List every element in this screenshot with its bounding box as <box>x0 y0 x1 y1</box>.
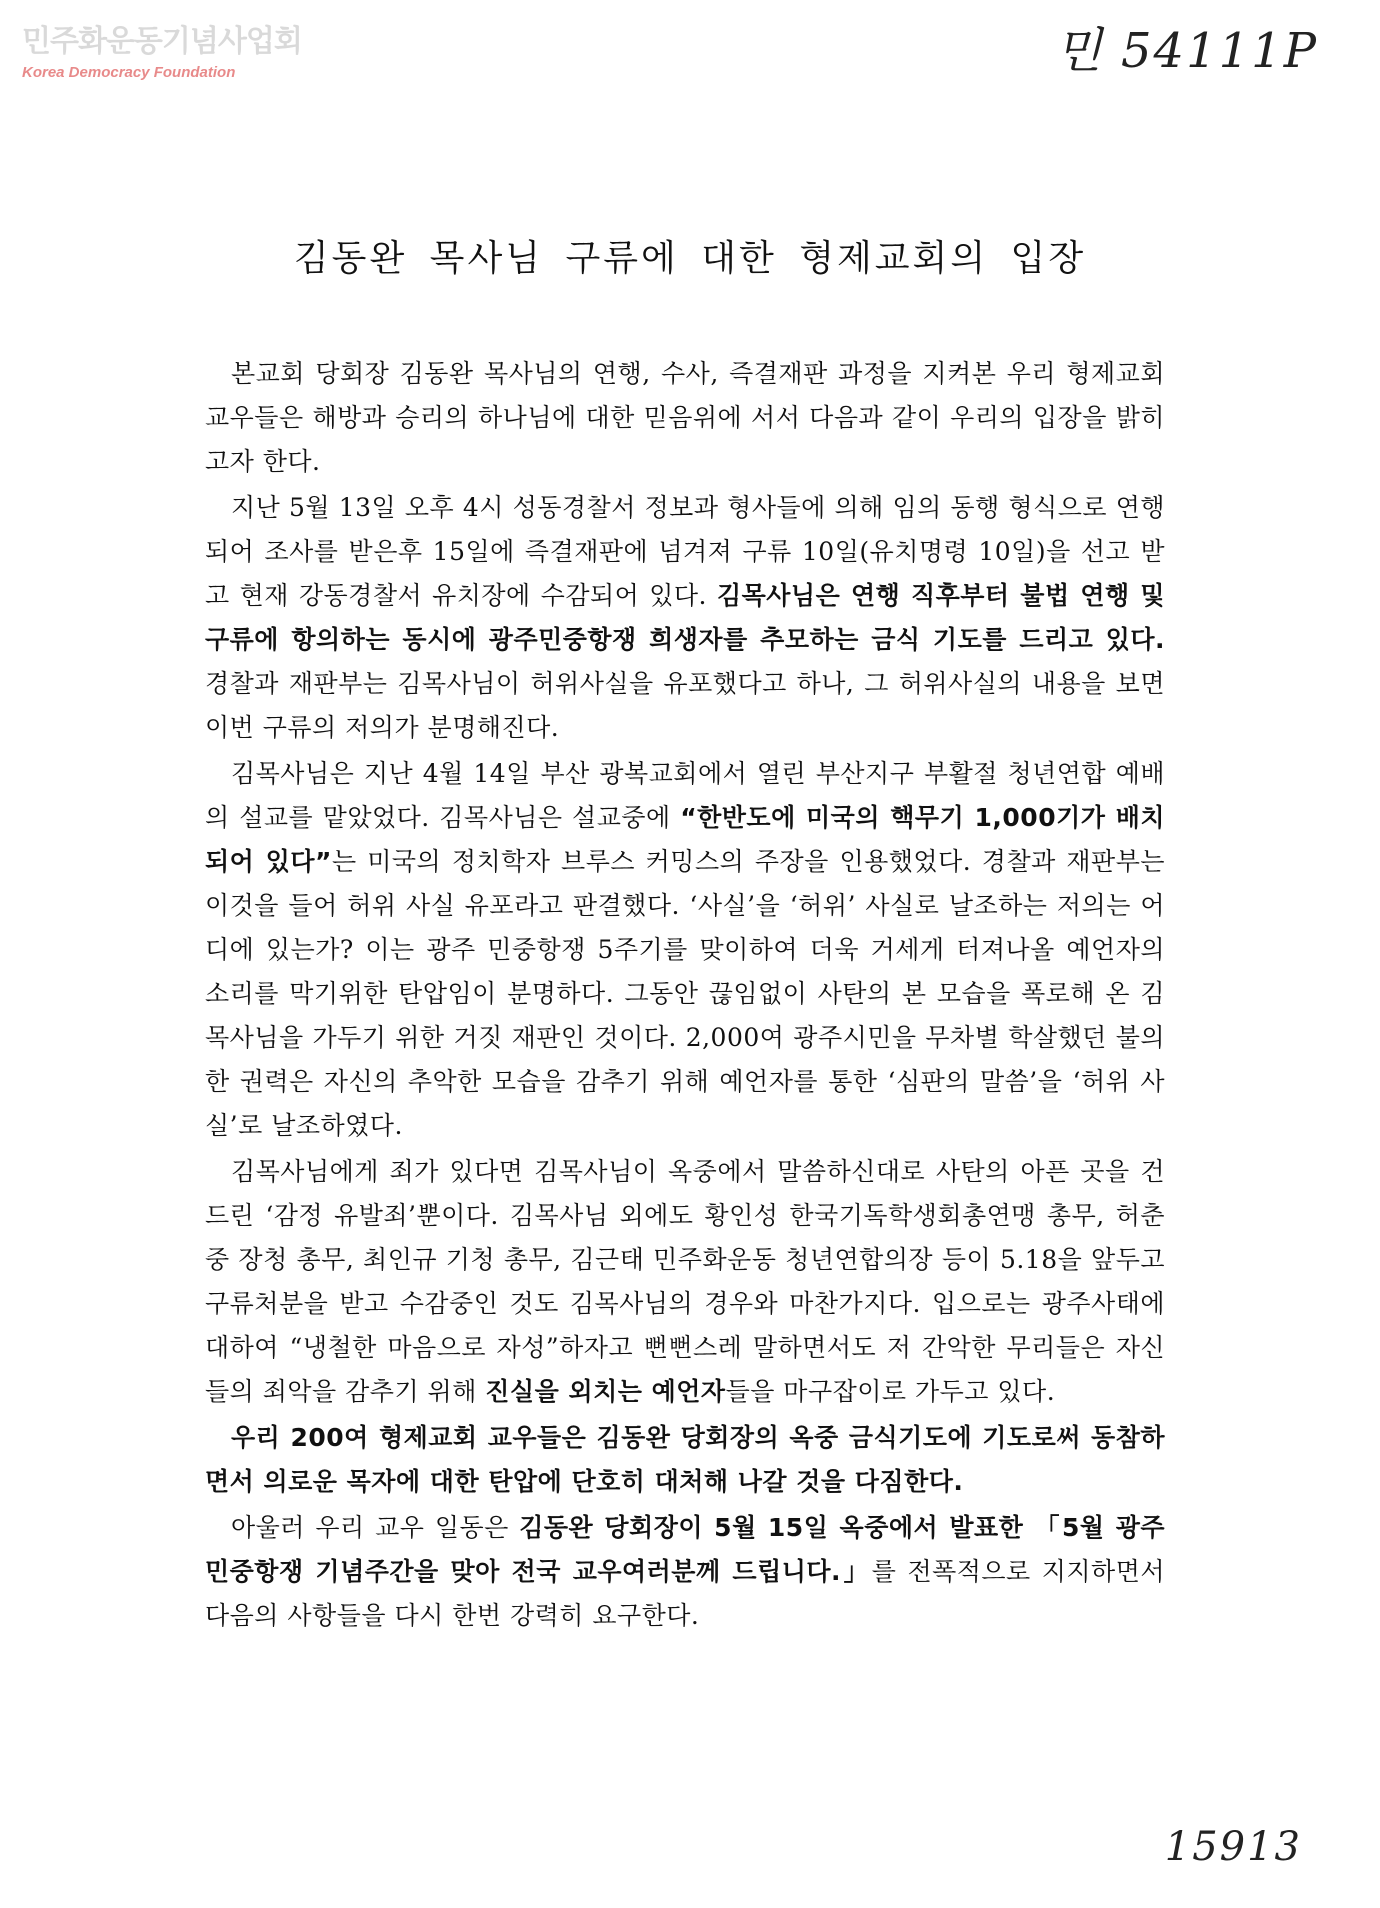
document-title: 김동완 목사님 구류에 대한 형제교회의 입장 <box>293 238 1087 279</box>
body-paragraph <box>205 1416 1165 1504</box>
body-paragraph <box>205 1150 1165 1414</box>
paragraph-text: 들을 마구잡이로 가두고 있다. <box>725 1377 1056 1406</box>
emphasized-text: 진실을 외치는 예언자 <box>485 1377 726 1406</box>
emphasized-text: “한반도에 미국의 핵무기 1,000기가 배치되어 있다” <box>205 803 1165 876</box>
document-body <box>205 352 1165 1640</box>
watermark-korean: 민주화운동기념사업회 <box>22 24 302 59</box>
paragraph-text: 는 미국의 정치학자 브루스 커밍스의 주장을 인용했었다. 경찰과 재판부는 이것을 들어 허위 사실 유포라고 판결했다. ‘사실’을 ‘허위’ 사실로 날조하는 저의는 어디에 있는가? 이는 광주 민중항쟁 5주기를 맞이하여 더욱 거세게 터져나올 예언자의 소리를 막기위한 탄압임이 분명하다. 그동안 끊임없이 사탄의 본 모습을 폭로해 온 김목사님을 가두기 위한 거짓 재판인 것이다. 2,000여 광주시민을 무차별 학살했던 불의한 권력은 자신의 추악한 모습을 감추기 위해 예언자를 통한 ‘심판의 말씀’을 ‘허위 사실’로 날조하였다. <box>205 847 1165 1140</box>
paragraph-text: 김목사님은 지난 4월 14일 부산 광복교회에서 열린 부산지구 부활절 청년연합 예배의 설교를 맡았었다. 김목사님은 설교중에 <box>205 759 1165 832</box>
body-paragraph <box>205 486 1165 750</box>
handwritten-archive-mark: 민 54111P <box>1055 23 1318 79</box>
paragraph-text: 지난 5월 13일 오후 4시 성동경찰서 정보과 형사들에 의해 임의 동행 형식으로 연행되어 조사를 받은후 15일에 즉결재판에 넘겨져 구류 10일(유치명령 10일)을 선고 받고 현재 강동경찰서 유치장에 수감되어 있다. <box>205 493 1165 610</box>
watermark-english: Korea Democracy Foundation <box>22 64 236 81</box>
watermark <box>22 22 302 82</box>
emphasized-text: 우리 200여 형제교회 교우들은 김동완 당회장의 옥중 금식기도에 기도로써 동참하면서 의로운 목자에 대한 탄압에 단호히 대처해 나갈 것을 다짐한다. <box>205 1423 1165 1496</box>
emphasized-text: 김동완 당회장이 5월 15일 옥중에서 발표한 「5월 광주민중항쟁 기념주간을 맞아 전국 교우여러분께 드립니다.」 <box>205 1513 1166 1586</box>
body-paragraph <box>205 352 1165 484</box>
handwritten-page-number: 15913 <box>1164 1824 1302 1870</box>
paragraph-text: 본교회 당회장 김동완 목사님의 연행, 수사, 즉결재판 과정을 지켜본 우리 형제교회 교우들은 해방과 승리의 하나님에 대한 믿음위에 서서 다음과 같이 우리의 입장을 밝히고자 한다. <box>205 359 1165 476</box>
paragraph-text: 김목사님에게 죄가 있다면 김목사님이 옥중에서 말씀하신대로 사탄의 아픈 곳을 건드린 ‘감정 유발죄’뿐이다. 김목사님 외에도 황인성 한국기독학생회총연맹 총무, 허춘중 장청 총무, 최인규 기청 총무, 김근태 민주화운동 청년연합의장 등이 5.18을 앞두고 구류처분을 받고 수감중인 것도 김목사님의 경우와 마찬가지다. 입으로는 광주사태에 대하여 “냉철한 마음으로 자성”하자고 뻔뻔스레 말하면서도 저 간악한 무리들은 자신들의 죄악을 감추기 위해 <box>205 1157 1165 1406</box>
paragraph-text: 를 전폭적으로 지지하면서 다음의 사항들을 다시 한번 강력히 요구한다. <box>205 1557 1165 1630</box>
body-paragraph <box>205 752 1165 1148</box>
paragraph-text: 경찰과 재판부는 김목사님이 허위사실을 유포했다고 하나, 그 허위사실의 내용을 보면 이번 구류의 저의가 분명해진다. <box>205 669 1165 742</box>
emphasized-text: 김목사님은 연행 직후부터 불법 연행 및 구류에 항의하는 동시에 광주민중항쟁 희생자를 추모하는 금식 기도를 드리고 있다. <box>205 581 1165 654</box>
paragraph-text: 아울러 우리 교우 일동은 <box>231 1513 520 1542</box>
body-paragraph <box>205 1506 1165 1638</box>
